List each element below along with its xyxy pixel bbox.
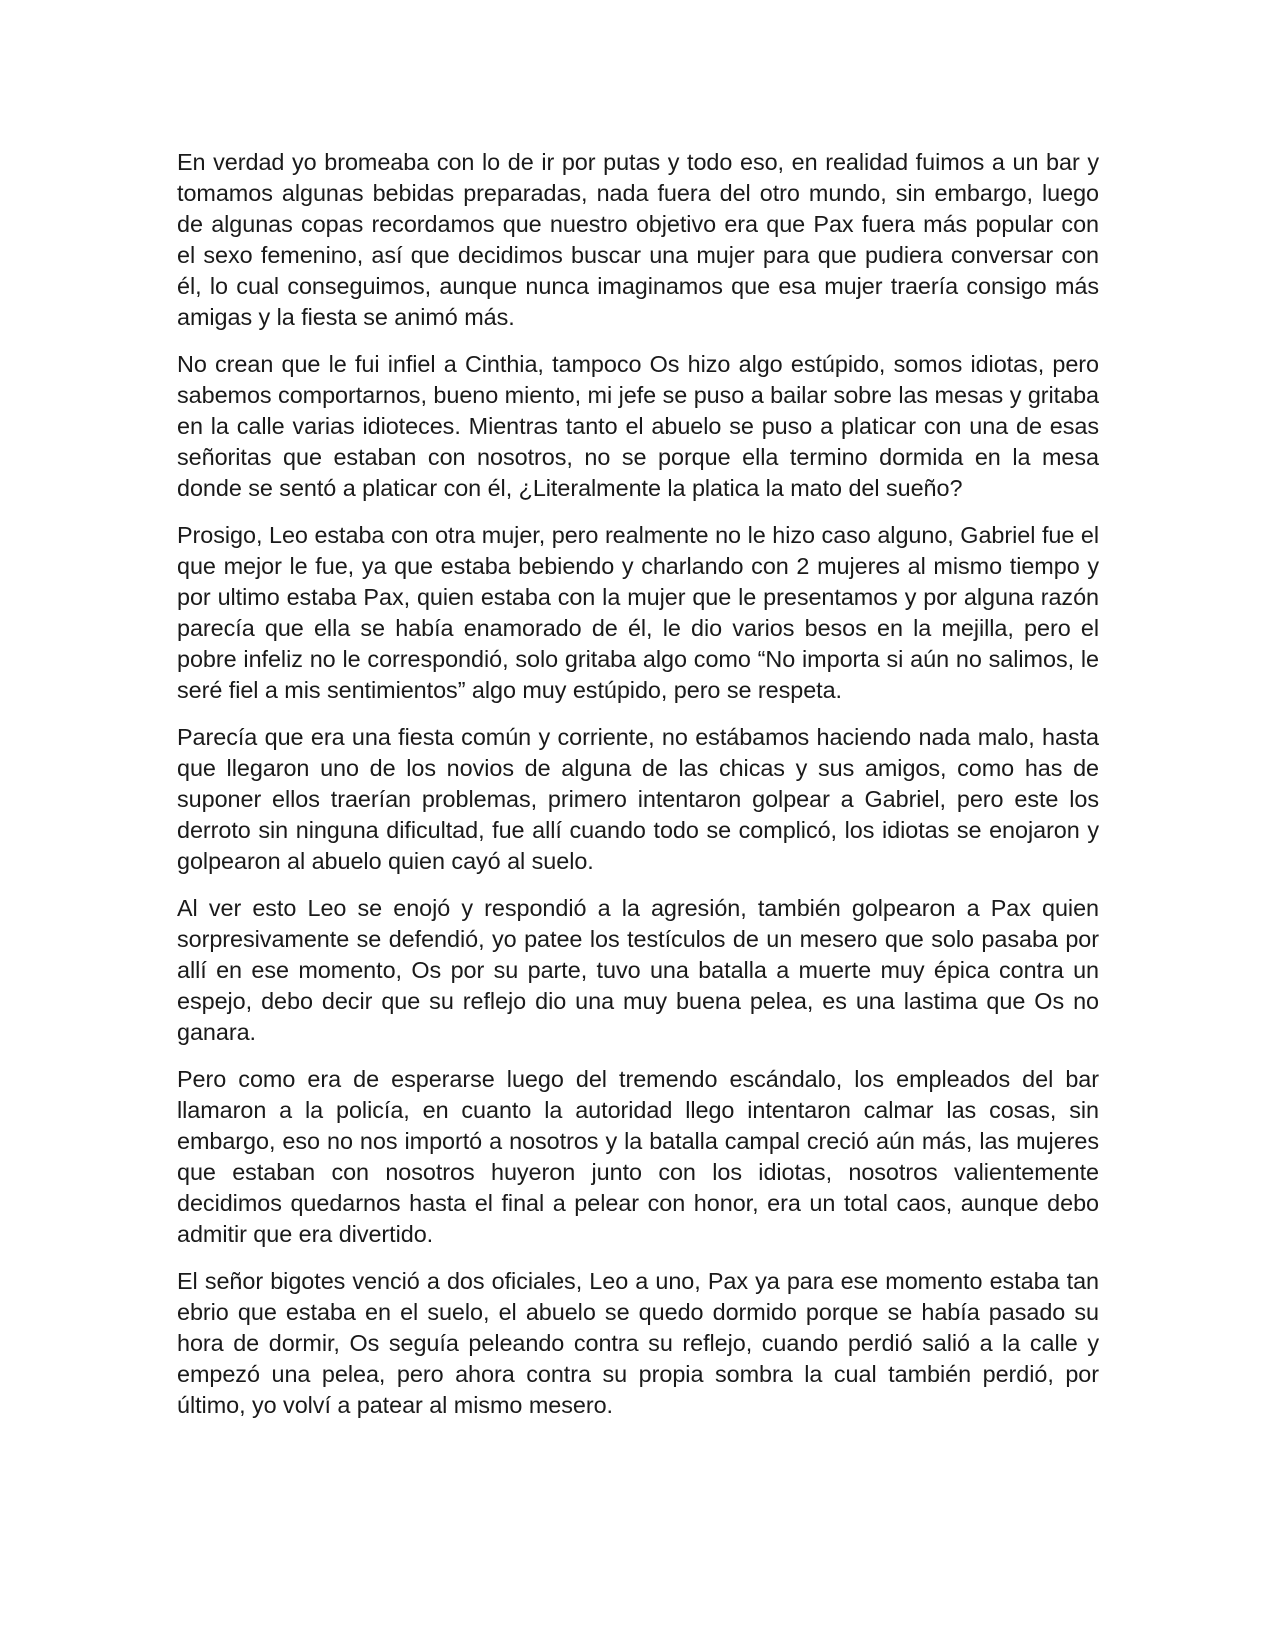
paragraph: En verdad yo bromeaba con lo de ir por putas y todo eso, en realidad fuimos a un bar y tomamos algunas bebidas preparadas, nada fuera del otro mundo, sin embargo, luego de algunas copas recordamos que nuestro objetivo era que Pax fuera más popular con el sexo femenino, así que decidimos buscar una mujer para que pudiera conversar con él, lo cual conseguimos, aunque nunca imaginamos que esa mujer traería consigo más amigas y la fiesta se animó más. <box>177 149 1099 330</box>
paragraph: Pero como era de esperarse luego del tremendo escándalo, los empleados del bar llamaron a la policía, en cuanto la autoridad llego intentaron calmar las cosas, sin embargo, eso no nos importó a nosotros y la batalla campal creció aún más, las mujeres que estaban con nosotros huyeron junto con los idiotas, nosotros valientemente decidimos quedarnos hasta el final a pelear con honor, era un total caos, aunque debo admitir que era divertido. <box>177 1066 1099 1247</box>
document-body <box>177 147 1099 1437</box>
paragraph: El señor bigotes venció a dos oficiales, Leo a uno, Pax ya para ese momento estaba tan ebrio que estaba en el suelo, el abuelo se quedo dormido porque se había pasado su hora de dormir, Os seguía peleando contra su reflejo, cuando perdió salió a la calle y empezó una pelea, pero ahora contra su propia sombra la cual también perdió, por último, yo volví a patear al mismo mesero. <box>177 1268 1099 1418</box>
paragraph: Parecía que era una fiesta común y corriente, no estábamos haciendo nada malo, hasta que llegaron uno de los novios de alguna de las chicas y sus amigos, como has de suponer ellos traerían problemas, primero intentaron golpear a Gabriel, pero este los derroto sin ninguna dificultad, fue allí cuando todo se complicó, los idiotas se enojaron y golpearon al abuelo quien cayó al suelo. <box>177 724 1099 874</box>
paragraph: Prosigo, Leo estaba con otra mujer, pero realmente no le hizo caso alguno, Gabriel fue el que mejor le fue, ya que estaba bebiendo y charlando con 2 mujeres al mismo tiempo y por ultimo estaba Pax, quien estaba con la mujer que le presentamos y por alguna razón parecía que ella se había enamorado de él, le dio varios besos en la mejilla, pero el pobre infeliz no le correspondió, solo gritaba algo como “No importa si aún no salimos, le seré fiel a mis sentimientos” algo muy estúpido, pero se respeta. <box>177 522 1099 703</box>
paragraph: No crean que le fui infiel a Cinthia, tampoco Os hizo algo estúpido, somos idiotas, pero sabemos comportarnos, bueno miento, mi jefe se puso a bailar sobre las mesas y gritaba en la calle varias idioteces. Mientras tanto el abuelo se puso a platicar con una de esas señoritas que estaban con nosotros, no se porque ella termino dormida en la mesa donde se sentó a platicar con él, ¿Literalmente la platica la mato del sueño? <box>177 351 1099 501</box>
paragraph: Al ver esto Leo se enojó y respondió a la agresión, también golpearon a Pax quien sorpresivamente se defendió, yo patee los testículos de un mesero que solo pasaba por allí en ese momento, Os por su parte, tuvo una batalla a muerte muy épica contra un espejo, debo decir que su reflejo dio una muy buena pelea, es una lastima que Os no ganara. <box>177 895 1099 1045</box>
